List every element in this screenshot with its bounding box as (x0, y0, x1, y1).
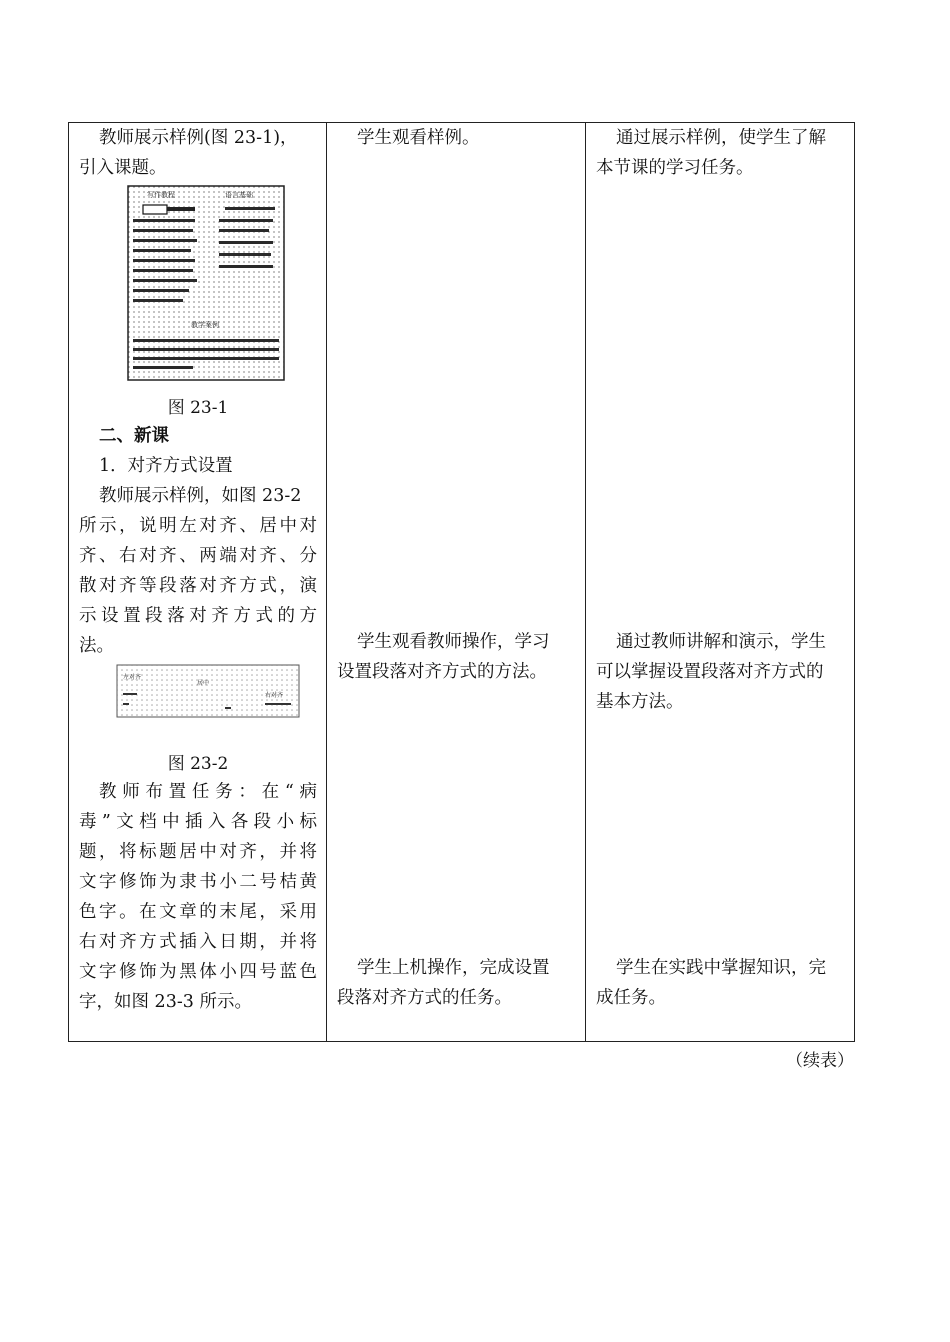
intent-p3-line: 学生在实践中掌握知识，完 (616, 958, 826, 978)
fig2-label-right: 右对齐 (265, 692, 284, 699)
figure-23-1-sample-image (127, 185, 285, 381)
figure-23-2-sample-image (115, 663, 301, 719)
intent-p1-line: 本节课的学习任务。 (596, 158, 754, 178)
para3-line: 右对齐方式插入日期，并将 (79, 932, 317, 952)
design-intent-cell (586, 123, 855, 1042)
intent-p2-line: 基本方法。 (596, 692, 684, 712)
fig2-label-left: 左对齐 (123, 674, 142, 681)
para3-line: 教师布置任务：在“病 (99, 782, 317, 802)
continued-table-note: （续表） (786, 1051, 854, 1071)
student-p3-line: 学生上机操作，完成设置 (357, 958, 550, 978)
teacher-activity-cell (69, 123, 327, 1042)
intent-p2-line: 通过教师讲解和演示，学生 (616, 632, 826, 652)
para2-line: 齐、右对齐、两端对齐、分 (79, 546, 317, 566)
intent-p1-line: 通过展示样例，使学生了解 (616, 128, 826, 148)
figure-23-1-caption: 图 23-1 (167, 398, 229, 418)
intent-p2-line: 可以掌握设置段落对齐方式的 (596, 662, 824, 682)
fig1-mid-label: 教学案例 (191, 321, 219, 329)
figure-23-2-caption: 图 23-2 (167, 754, 229, 774)
para3-line: 文字修饰为黑体小四号蓝色 (79, 962, 317, 982)
table-row (69, 123, 855, 1042)
para2-line: 示设置段落对齐方式的方 (79, 606, 317, 626)
student-p2-line: 学生观看教师操作，学习 (357, 632, 550, 652)
fig2-label-center: 居中 (197, 680, 210, 687)
intro-line-2: 引入课题。 (79, 158, 167, 178)
student-p1: 学生观看样例。 (357, 128, 480, 148)
intro-line-1: 教师展示样例(图 23-1)， (99, 128, 298, 148)
student-p3-line: 段落对齐方式的任务。 (337, 988, 512, 1008)
para3-line: 文字修饰为隶书小二号桔黄 (79, 872, 317, 892)
lesson-plan-table (68, 122, 855, 1042)
para2-line: 教师展示样例，如图 23-2 (99, 486, 302, 506)
subsection-alignment: 1．对齐方式设置 (99, 456, 233, 476)
student-activity-cell (327, 123, 586, 1042)
para3-line: 毒”文档中插入各段小标 (79, 812, 317, 832)
para2-line: 所示，说明左对齐、居中对 (79, 516, 317, 536)
intent-p3-line: 成任务。 (596, 988, 666, 1008)
fig1-header-left: 写作教程 (147, 191, 175, 199)
para2-line: 散对齐等段落对齐方式，演 (79, 576, 317, 596)
fig1-header-right: 语言基础 (225, 191, 253, 199)
para3-line: 题，将标题居中对齐，并将 (79, 842, 317, 862)
para3-line: 字，如图 23-3 所示。 (79, 992, 252, 1012)
section-title-new-lesson: 二、新课 (99, 426, 169, 446)
para3-line: 色字。在文章的末尾，采用 (79, 902, 317, 922)
student-p2-line: 设置段落对齐方式的方法。 (337, 662, 547, 682)
para2-line: 法。 (79, 636, 114, 656)
